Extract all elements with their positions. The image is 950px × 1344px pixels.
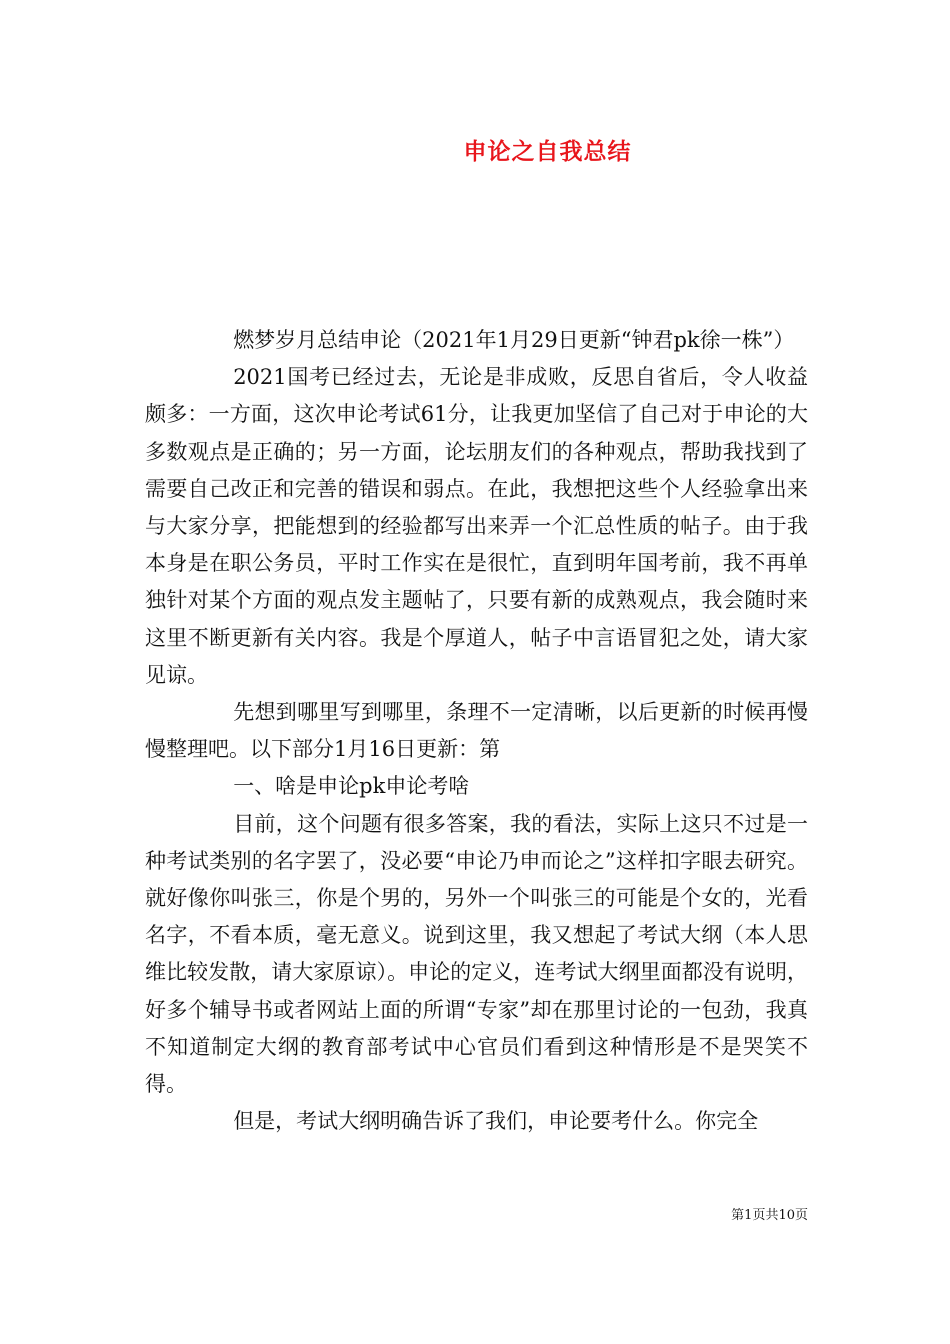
- paragraph-3: 目前，这个问题有很多答案，我的看法，实际上这只不过是一种考试类别的名字罢了，没必要“申论乃申而论之”这样扣字眼去研究。就好像你叫张三，你是个男的，另外一个叫张三的可能是个女的，光看名字，不看本质，毫无意义。说到这里，我又想起了考试大纲（本人思维比较发散，请大家原谅）。申论的定义，连考试大纲里面都没有说明，好多个辅导书或者网站上面的所谓“专家”却在那里讨论的一包劲，我真不知道制定大纲的教育部考试中心官员们看到这种情形是不是哭笑不得。: [145, 811, 808, 1097]
- section-heading: 一、啥是申论pk申论考啥: [233, 774, 470, 799]
- document-title: 申论之自我总结: [463, 139, 632, 165]
- paragraph-2: 先想到哪里写到哪里，条理不一定清晰，以后更新的时候再慢慢整理吧。以下部分1月16日更新：第: [145, 700, 808, 762]
- paragraph-intro: 燃梦岁月总结申论（2021年1月29日更新“钟君pk徐一株”）: [233, 328, 795, 352]
- page-number: 第1页共10页: [731, 1208, 808, 1223]
- paragraph-1: 2021国考已经过去，无论是非成败，反思自省后，令人收益颇多：一方面，这次申论考试61分，让我更加坚信了自己对于申论的大多数观点是正确的；另一方面，论坛朋友们的各种观点，帮助我找到了需要自己改正和完善的错误和弱点。在此，我想把这些个人经验拿出来与大家分享，把能想到的经验都写出来弄一个汇总性质的帖子。由于我本身是在职公务员，平时工作实在是很忙，直到明年国考前，我不再单独针对某个方面的观点发主题帖了，只要有新的成熟观点，我会随时来这里不断更新有关内容。我是个厚道人，帖子中言语冒犯之处，请大家见谅。: [145, 365, 808, 687]
- paragraph-4: 但是，考试大纲明确告诉了我们，申论要考什么。你完全: [233, 1109, 759, 1134]
- document-body: [145, 322, 808, 1140]
